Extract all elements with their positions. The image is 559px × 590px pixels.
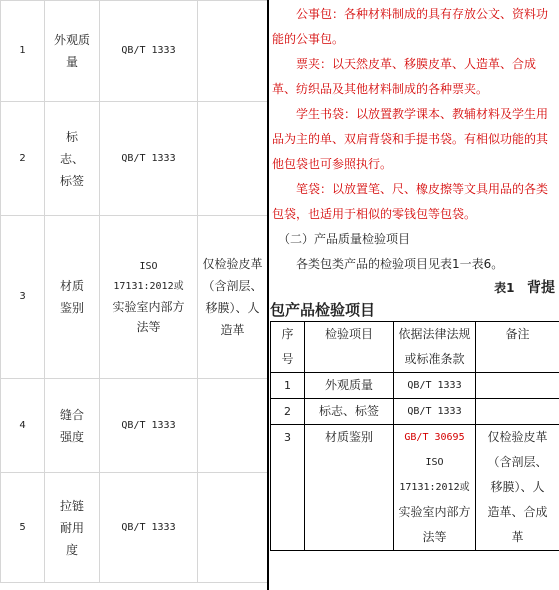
row-number: 2 <box>271 399 305 425</box>
standard-line: 17131:2012或 <box>399 482 470 493</box>
standard-ref: QB/T 1333 <box>100 102 198 216</box>
table-row <box>1 379 268 473</box>
inspection-item: 外观质量 <box>305 373 394 399</box>
inspection-item: 外观质量 <box>45 1 100 102</box>
remark: 仅检验皮革（含剖层、移膜）、人造革 <box>198 216 268 379</box>
standard-line: 实验室内部方 <box>398 505 471 519</box>
standard-ref <box>100 216 198 379</box>
remark <box>476 373 559 399</box>
standard-line: 实验室内部方 <box>112 300 185 314</box>
standard-ref: QB/T 1333 <box>394 373 476 399</box>
standard-line: ISO <box>425 457 444 468</box>
table-row <box>271 399 559 425</box>
standard-line: 法等 <box>422 530 447 544</box>
inspection-item: 标志、标签 <box>45 102 100 216</box>
table-row <box>271 373 559 399</box>
row-number: 1 <box>1 1 45 102</box>
standard-ref: QB/T 1333 <box>100 1 198 102</box>
header-standard: 依据法律法规 或标准条款 <box>394 322 476 373</box>
remark <box>476 399 559 425</box>
inspection-item: 缝合强度 <box>45 379 100 473</box>
standard-ref: QB/T 1333 <box>394 399 476 425</box>
divider-line <box>267 0 269 590</box>
header-item: 检验项目 <box>305 322 394 373</box>
inspection-item: 拉链耐用度 <box>45 473 100 583</box>
remark <box>198 473 268 583</box>
standard-line: ISO <box>139 261 158 272</box>
remark <box>198 102 268 216</box>
standard-line: 17131:2012或 <box>113 281 184 292</box>
row-number: 1 <box>271 373 305 399</box>
inspection-item: 材质鉴别 <box>45 216 100 379</box>
right-table <box>270 321 559 551</box>
inspection-item: 标志、标签 <box>305 399 394 425</box>
table-row <box>1 473 268 583</box>
paragraph-school-bag: 学生书袋：以放置教学课本、教辅材料及学生用品为主的单、双肩背袋和手提书袋。有相似功能的其他包袋也可参照执行。 <box>272 107 549 171</box>
table-caption-title: 背提 <box>527 280 555 296</box>
table-row <box>1 102 268 216</box>
standard-line-red: GB/T 30695 <box>404 432 465 443</box>
paragraph-ticket-holder: 票夹：以天然皮革、移膜皮革、人造革、合成革、纺织品及其他材料制成的各种票夹。 <box>272 57 537 96</box>
paragraph-pencil-case: 笔袋：以放置笔、尺、橡皮擦等文具用品的各类包袋，也适用于相似的零钱包等包袋。 <box>272 182 549 221</box>
remark <box>198 379 268 473</box>
row-number: 3 <box>271 425 305 551</box>
standard-ref <box>394 425 476 551</box>
row-number: 3 <box>1 216 45 379</box>
table-row <box>271 425 559 551</box>
remark <box>198 1 268 102</box>
row-number: 4 <box>1 379 45 473</box>
table-row <box>1 216 268 379</box>
table-number: 表1 <box>494 281 515 295</box>
paragraph-briefcase: 公事包：各种材料制成的具有存放公文、资料功能的公事包。 <box>272 7 549 46</box>
left-table <box>0 0 268 583</box>
table-title: 包产品检验项目 <box>270 301 376 319</box>
intro-text: 各类包类产品的检验项目见表1一表6。 <box>296 257 504 271</box>
table-header-row <box>271 322 559 373</box>
left-inspection-table <box>0 0 267 590</box>
row-number: 5 <box>1 473 45 583</box>
remark: 仅检验皮革 （含剖层、 移膜）、人 造革、合成 革 <box>476 425 559 551</box>
row-number: 2 <box>1 102 45 216</box>
standard-line: 法等 <box>136 320 161 334</box>
table-caption <box>270 277 559 299</box>
table-row <box>1 1 268 102</box>
section-heading: （二）产品质量检验项目 <box>278 232 411 246</box>
standard-ref: QB/T 1333 <box>100 379 198 473</box>
inspection-item: 材质鉴别 <box>305 425 394 551</box>
right-document <box>270 0 559 590</box>
header-number: 序 号 <box>271 322 305 373</box>
header-remark: 备注 <box>476 322 559 373</box>
standard-ref: QB/T 1333 <box>100 473 198 583</box>
